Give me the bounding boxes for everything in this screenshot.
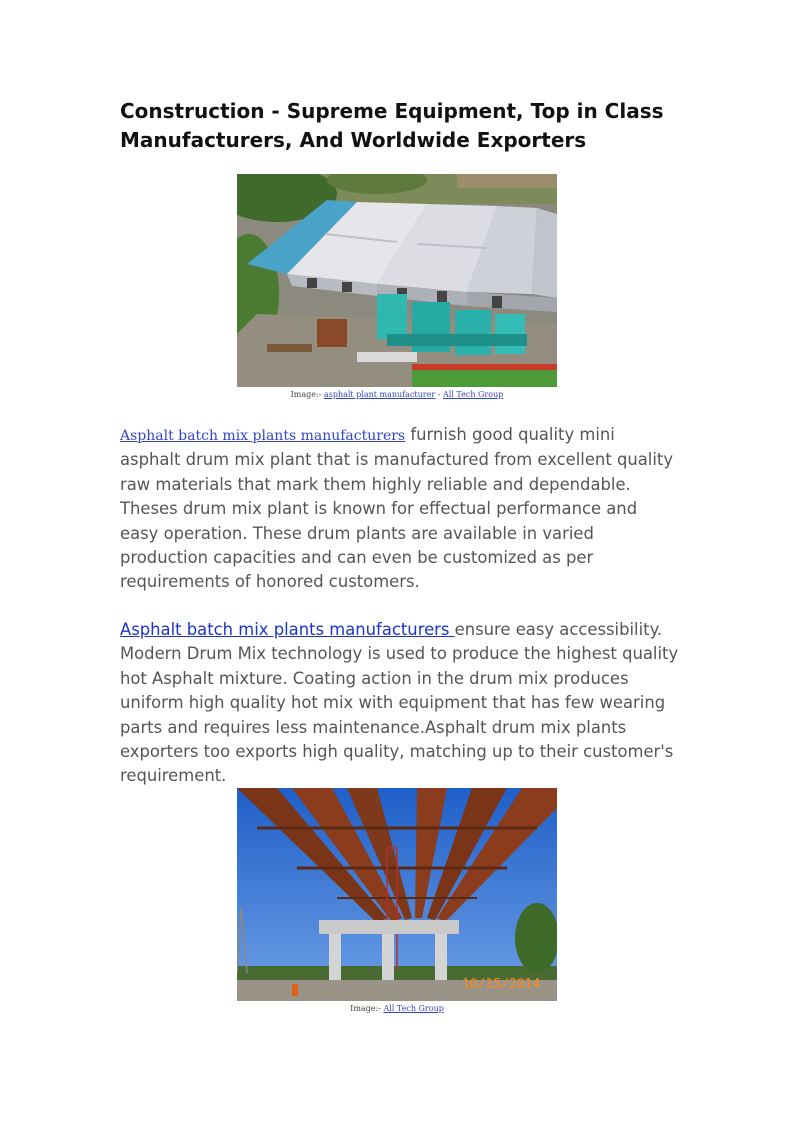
asphalt-batch-mix-link-1[interactable]: Asphalt batch mix plants manufacturers [120, 428, 406, 444]
caption-prefix: Image:- [350, 1004, 384, 1013]
all-tech-group-link-1[interactable]: All Tech Group [442, 390, 504, 399]
paragraph-1-text: furnish good quality mini asphalt drum mix plant that is manufactured from excellent quality raw materials that mark them highly reliable and dependable. Theses drum mix plant is known for effectual performance and easy operation. These drum plants are available in varied production capacities and can even be customized as per requirements of honored customers. [120, 425, 674, 592]
paragraph-2 [120, 618, 680, 789]
all-tech-group-link-2[interactable]: All Tech Group [383, 1004, 444, 1013]
image-caption-2 [0, 1004, 794, 1013]
caption-separator: - [435, 390, 443, 399]
asphalt-plant-manufacturer-link[interactable]: asphalt plant manufacturer [323, 390, 436, 399]
factory-aerial-photo [237, 174, 557, 387]
page-title: Construction - Supreme Equipment, Top in Class Manufacturers, And Worldwide Exporters [120, 99, 664, 152]
paragraph-2-text: ensure easy accessibility. Modern Drum Mix technology is used to produce the highest quality hot Asphalt mixture. Coating action in the drum mix produces uniform high quality hot mix with equipment that has few wearing parts and requires less maintenance.Asphalt drum mix plants exporters too exports high quality, matching up to their customer's requirement. [120, 620, 679, 786]
bridge-girders-photo [237, 788, 557, 1001]
photo-date-stamp: 10/15/2014 [462, 977, 541, 992]
asphalt-batch-mix-link-2[interactable]: Asphalt batch mix plants manufacturers [120, 620, 455, 639]
paragraph-1 [120, 423, 680, 595]
image-caption-1 [0, 390, 794, 399]
caption-prefix: Image:- [290, 390, 324, 399]
